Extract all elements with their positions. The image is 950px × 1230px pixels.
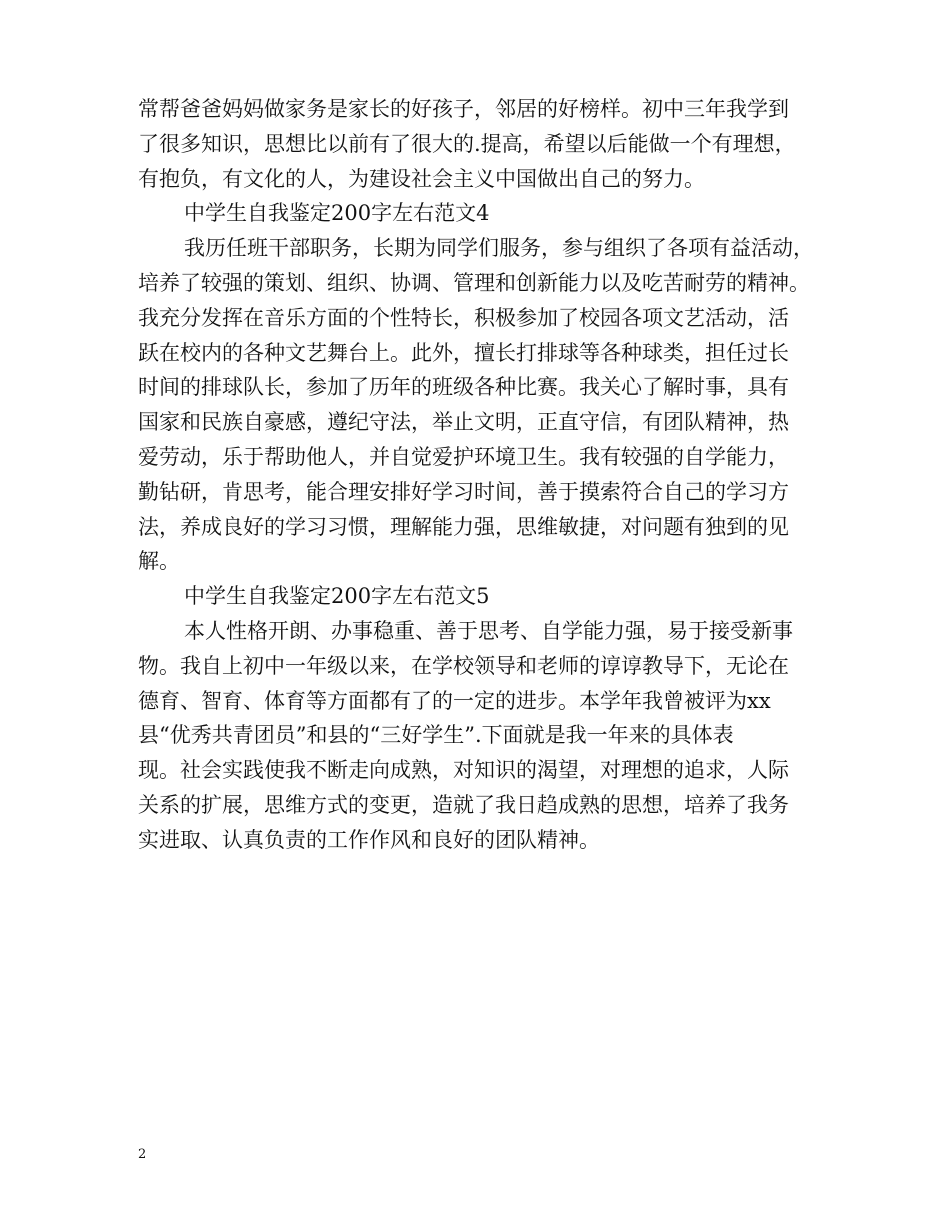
text-line: 法，养成良好的学习习惯，理解能力强，思维敏捷，对问题有独到的见 bbox=[138, 514, 789, 539]
text-line: 跃在校内的各种文艺舞台上。此外，擅长打排球等各种球类，担任过长 bbox=[138, 340, 789, 365]
text-line: 了很多知识，思想比以前有了很大的.提高，希望以后能做一个有理想， bbox=[138, 131, 796, 156]
text-line: 实进取、认真负责的工作作风和良好的团队精神。 bbox=[138, 827, 600, 852]
text-line: 我历任班干部职务，长期为同学们服务，参与组织了各项有益活动， bbox=[184, 236, 814, 261]
text-line: 关系的扩展，思维方式的变更，造就了我日趋成熟的思想，培养了我务 bbox=[138, 792, 789, 817]
text-line: 爱劳动，乐于帮助他人，并自觉爱护环境卫生。我有较强的自学能力， bbox=[138, 444, 789, 469]
section-heading: 中学生自我鉴定200字左右范文5 bbox=[184, 584, 490, 609]
page-number: 2 bbox=[138, 1147, 147, 1162]
text-line: 勤钻研，肯思考，能合理安排好学习时间，善于摸索符合自己的学习方 bbox=[138, 479, 789, 504]
text-line: 物。我自上初中一年级以来，在学校领导和老师的谆谆教导下，无论在 bbox=[138, 653, 789, 678]
text-line: 县“优秀共青团员”和县的“三好学生”.下面就是我一年来的具体表 bbox=[138, 723, 734, 748]
text-line: 时间的排球队长，参加了历年的班级各种比赛。我关心了解时事，具有 bbox=[138, 375, 789, 400]
text-line: 我充分发挥在音乐方面的个性特长，积极参加了校园各项文艺活动，活 bbox=[138, 305, 789, 330]
section-heading: 中学生自我鉴定200字左右范文4 bbox=[184, 201, 490, 226]
text-line: 有抱负，有文化的人，为建设社会主义中国做出自己的努力。 bbox=[138, 166, 705, 191]
text-line: 解。 bbox=[138, 549, 180, 574]
text-line: 国家和民族自豪感，遵纪守法，举止文明，正直守信，有团队精神，热 bbox=[138, 410, 789, 435]
text-line: 常帮爸爸妈妈做家务是家长的好孩子，邻居的好榜样。初中三年我学到 bbox=[138, 97, 789, 121]
text-line: 培养了较强的策划、组织、协调、管理和创新能力以及吃苦耐劳的精神。 bbox=[138, 270, 810, 295]
document-body bbox=[138, 92, 828, 858]
text-line: 本人性格开朗、办事稳重、善于思考、自学能力强，易于接受新事 bbox=[184, 618, 793, 643]
text-line: 现。社会实践使我不断走向成熟，对知识的渴望，对理想的追求，人际 bbox=[138, 758, 789, 783]
text-line: 德育、智育、体育等方面都有了的一定的进步。本学年我曾被评为xx bbox=[138, 688, 771, 713]
